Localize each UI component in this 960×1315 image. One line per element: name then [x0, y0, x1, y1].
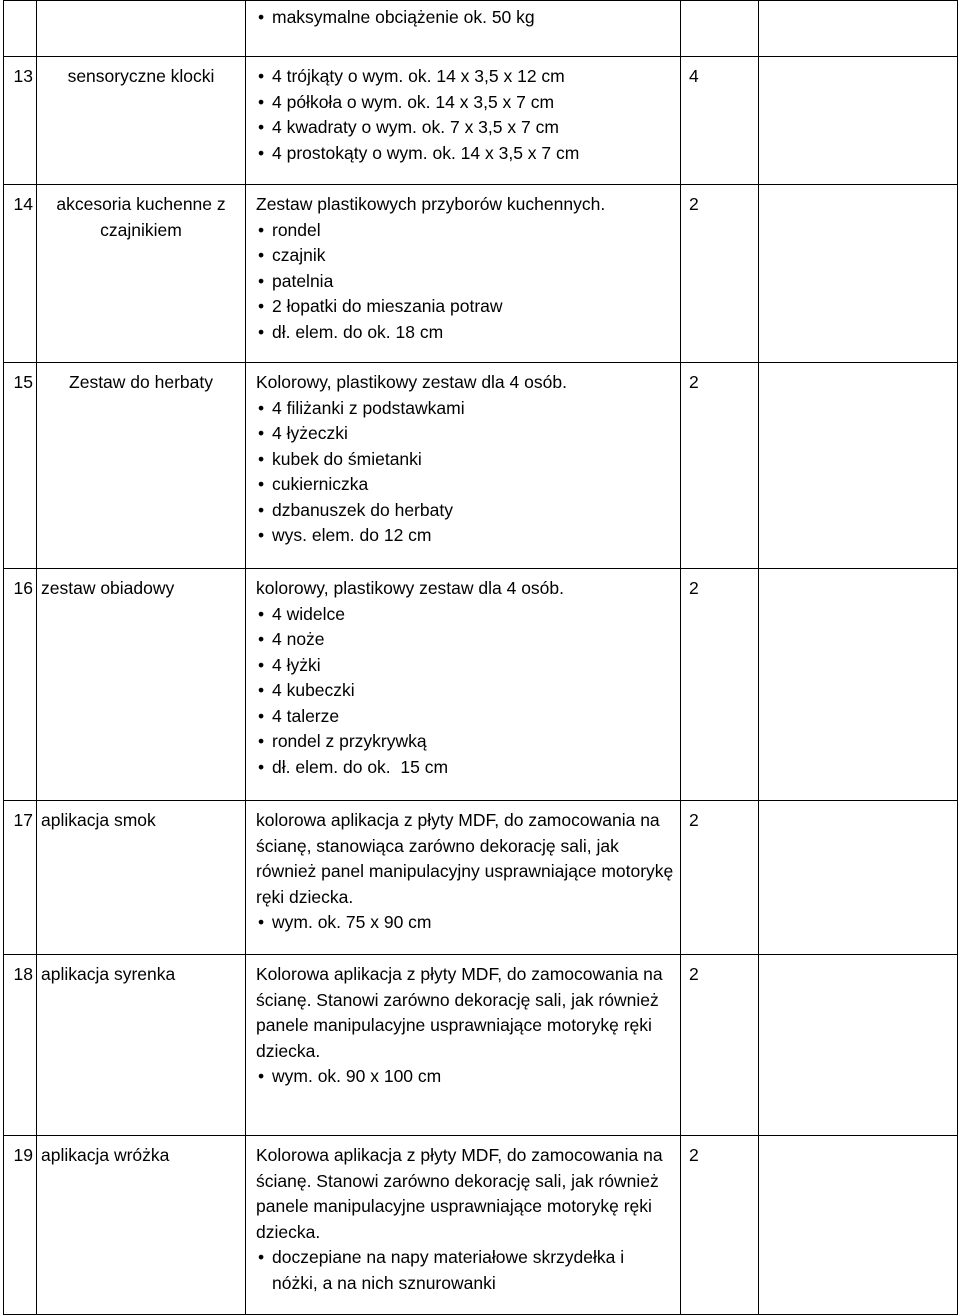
- item-name: Zestaw do herbaty: [37, 363, 246, 569]
- description-intro: kolorowy, plastikowy zestaw dla 4 osób.: [256, 578, 565, 598]
- row-number: 18: [4, 955, 37, 1136]
- table-row: [4, 801, 958, 955]
- row-number: 15: [4, 363, 37, 569]
- description-cell: [246, 1, 681, 57]
- row-number: 17: [4, 801, 37, 955]
- spec-item: • 4 łyżki: [258, 653, 674, 679]
- quantity: 2: [681, 801, 759, 955]
- spec-list: [256, 396, 674, 549]
- spec-item: • wym. ok. 75 x 90 cm: [258, 910, 674, 936]
- spec-item: • 4 trójkąty o wym. ok. 14 x 3,5 x 12 cm: [258, 64, 674, 90]
- table-row: [4, 955, 958, 1136]
- spec-item: • cukierniczka: [258, 472, 674, 498]
- empty-cell: [759, 569, 958, 801]
- table-row: [4, 1136, 958, 1315]
- spec-item: • kubek do śmietanki: [258, 447, 674, 473]
- spec-item: • maksymalne obciążenie ok. 50 kg: [258, 5, 674, 31]
- description-cell: [246, 569, 681, 801]
- spec-item: • dł. elem. do ok. 15 cm: [258, 755, 674, 781]
- quantity: 2: [681, 185, 759, 363]
- description-cell: [246, 57, 681, 185]
- spec-list: [256, 218, 674, 346]
- description-intro: Kolorowa aplikacja z płyty MDF, do zamocowania na ścianę. Stanowi zarówno dekorację sali, jak również panele manipulacyjne usprawniające motorykę ręki dziecka.: [256, 964, 663, 1061]
- spec-list: [256, 1245, 674, 1296]
- empty-cell: [759, 1136, 958, 1315]
- row-number: 16: [4, 569, 37, 801]
- table-row: [4, 185, 958, 363]
- empty-cell: [759, 801, 958, 955]
- spec-item: • doczepiane na napy materiałowe skrzydełka i nóżki, a na nich sznurowanki: [258, 1245, 674, 1296]
- spec-item: • wym. ok. 90 x 100 cm: [258, 1064, 674, 1090]
- empty-cell: [759, 363, 958, 569]
- spec-item: • patelnia: [258, 269, 674, 295]
- spec-list: [256, 1064, 674, 1090]
- empty-cell: [759, 1, 958, 57]
- spec-item: • wys. elem. do 12 cm: [258, 523, 674, 549]
- description-intro: Kolorowy, plastikowy zestaw dla 4 osób.: [256, 372, 567, 392]
- table-row: [4, 569, 958, 801]
- spec-item: • 4 noże: [258, 627, 674, 653]
- description-cell: [246, 185, 681, 363]
- description-intro: Zestaw plastikowych przyborów kuchennych.: [256, 194, 606, 214]
- spec-item: • 4 widelce: [258, 602, 674, 628]
- spec-item: • 4 talerze: [258, 704, 674, 730]
- spec-list: [256, 64, 674, 166]
- quantity: 2: [681, 569, 759, 801]
- empty-cell: [759, 955, 958, 1136]
- empty-cell: [759, 185, 958, 363]
- quantity: 4: [681, 57, 759, 185]
- row-number: 13: [4, 57, 37, 185]
- quantity: 2: [681, 955, 759, 1136]
- row-number: 14: [4, 185, 37, 363]
- quantity: 2: [681, 1136, 759, 1315]
- description-intro: kolorowa aplikacja z płyty MDF, do zamocowania na ścianę, stanowiąca zarówno dekorację sali, jak również panel manipulacyjny usprawniające motorykę ręki dziecka.: [256, 810, 674, 907]
- spec-item: • czajnik: [258, 243, 674, 269]
- item-name: zestaw obiadowy: [37, 569, 246, 801]
- spec-list: [256, 910, 674, 936]
- description-intro: Kolorowa aplikacja z płyty MDF, do zamocowania na ścianę. Stanowi zarówno dekorację sali, jak również panele manipulacyjne usprawniające motorykę ręki dziecka.: [256, 1145, 663, 1242]
- item-name-cell: [37, 1, 246, 57]
- spec-list: [256, 5, 674, 31]
- row-number: 19: [4, 1136, 37, 1315]
- spec-item: • 4 kubeczki: [258, 678, 674, 704]
- spec-item: • 2 łopatki do mieszania potraw: [258, 294, 674, 320]
- spec-item: • rondel: [258, 218, 674, 244]
- quantity: 2: [681, 363, 759, 569]
- item-name: akcesoria kuchenne z czajnikiem: [37, 185, 246, 363]
- row-number-cell: [4, 1, 37, 57]
- description-cell: [246, 955, 681, 1136]
- spec-item: • 4 prostokąty o wym. ok. 14 x 3,5 x 7 cm: [258, 141, 674, 167]
- spec-list: [256, 602, 674, 781]
- spec-item: • 4 kwadraty o wym. ok. 7 x 3,5 x 7 cm: [258, 115, 674, 141]
- description-cell: [246, 801, 681, 955]
- table-row: [4, 1, 958, 57]
- table-row: [4, 57, 958, 185]
- item-name: aplikacja smok: [37, 801, 246, 955]
- item-name: aplikacja wróżka: [37, 1136, 246, 1315]
- item-name: aplikacja syrenka: [37, 955, 246, 1136]
- table-row: [4, 363, 958, 569]
- item-name: sensoryczne klocki: [37, 57, 246, 185]
- description-cell: [246, 1136, 681, 1315]
- specification-table: [3, 0, 958, 1315]
- quantity-cell: [681, 1, 759, 57]
- spec-item: • 4 półkoła o wym. ok. 14 x 3,5 x 7 cm: [258, 90, 674, 116]
- empty-cell: [759, 57, 958, 185]
- spec-item: • rondel z przykrywką: [258, 729, 674, 755]
- spec-item: • 4 łyżeczki: [258, 421, 674, 447]
- spec-item: • dł. elem. do ok. 18 cm: [258, 320, 674, 346]
- description-cell: [246, 363, 681, 569]
- spec-item: • 4 filiżanki z podstawkami: [258, 396, 674, 422]
- spec-item: • dzbanuszek do herbaty: [258, 498, 674, 524]
